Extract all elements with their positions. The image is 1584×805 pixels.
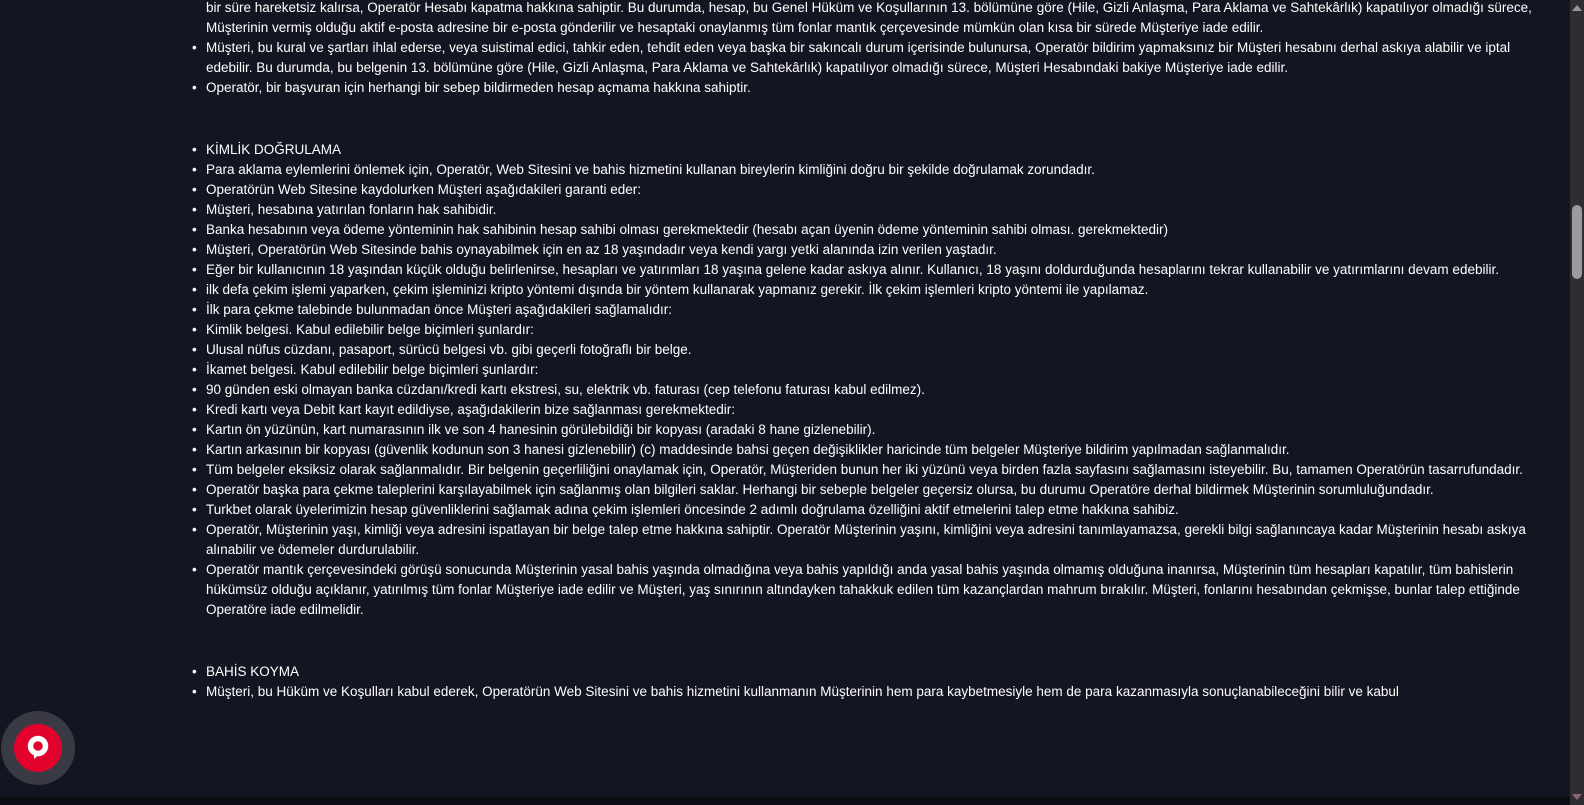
terms-list-item: • Operatör, Müşterinin yaşı, kimliği veya adresini ispatlayan bir belge talep etme hakkına sahiptir. Operatör Müşterinin yaşını, kimliğini veya adresini tanımlayamazsa, gerekli bilgi sağlanıncaya kadar Müşterinin hesabı askıya alınabilir ve ödemeler durdurulabilir. [206,520,1547,560]
terms-list-item: • Kimlik belgesi. Kabul edilebilir belge biçimleri şunlardır: [206,320,1547,340]
terms-list-item: • Para aklama eylemlerini önlemek için, Operatör, Web Sitesini ve bahis hizmetini kullanan bireylerin kimliğini doğru bir şekilde doğrulamak zorundadır. [206,160,1547,180]
terms-list-item: • Tüm belgeler eksiksiz olarak sağlanmalıdır. Bir belgenin geçerliliğini onaylamak için, Operatör, Müşteriden bunun her iki yüzünü veya birden fazla sayfasını sağlamasını isteyebilir. Bu, tamamen Operatörün tasarrufundadır. [206,460,1547,480]
terms-list-item: • Müşteri, bu kural ve şartları ihlal ederse, veya suistimal edici, tahkir eden, tehdit eden veya başka bir sakıncalı durum içerisinde bulunursa, Operatör bildirim yapmaksınız bir Müşteri hesabını derhal askıya alabilir ve iptal edebilir. Bu durumda, bu belgenin 13. bölümüne göre (Hile, Gizli Anlaşma, Para Aklama ve Sahtekârlık) kapatılıyor olmadığı sürece, Müşteri Hesabındaki bakiye Müşteriye iade edilir. [206,38,1547,78]
chat-bubble-icon [25,734,51,762]
terms-list-item: • Banka hesabının veya ödeme yönteminin hak sahibinin hesap sahibi olması gerekmektedir (hesabı açan üyenin ödeme yönteminin sahibi olması. gerekmektedir) [206,220,1547,240]
terms-list-item: • Operatör başka para çekme taleplerini karşılayabilmek için sağlanmış olan bilgileri saklar. Herhangi bir sebeple belgeler geçersiz olursa, bu durumu Operatöre derhal bildirmek Müşterinin sorumluluğundadır. [206,480,1547,500]
scroll-up-button[interactable] [1570,0,1584,16]
triangle-up-icon [1572,5,1582,11]
live-chat-button-inner[interactable] [14,724,62,772]
scrollbar-thumb[interactable] [1572,205,1582,279]
terms-list-item: • Operatör, bir başvuran için herhangi bir sebep bildirmeden hesap açmama hakkına sahiptir. [206,78,1547,98]
terms-list-item: • Kartın arkasının bir kopyası (güvenlik kodunun son 3 hanesi gizlenebilir) (c) maddesinde bahsi geçen değişiklikler haricinde tüm belgeler Müşteriye bildirim yapılmadan sağlanmalıdır. [206,440,1547,460]
terms-list [206,0,1547,702]
terms-list-item: • Eğer bir kullanıcının 18 yaşından küçük olduğu belirlenirse, hesapları ve yatırımları 18 yaşına gelene kadar askıya alınır. Kullanıcı, 18 yaşını doldurduğunda hesaplarını tekrar kullanabilir ve yatırımlarını devam edebilir. [206,260,1547,280]
terms-content [206,0,1547,702]
terms-section-heading-kimlik-dogrulama: • KİMLİK DOĞRULAMA [206,140,1547,160]
triangle-down-icon [1572,794,1582,800]
live-chat-button[interactable] [1,711,75,785]
terms-list-item: • Kredi kartı veya Debit kart kayıt edildiyse, aşağıdakilerin bize sağlanması gerekmektedir: [206,400,1547,420]
terms-list-item: • Operatör mantık çerçevesindeki görüşü sonucunda Müşterinin yasal bahis yaşında olmadığına veya bahis yapıldığı anda yasal bahis yaşında olmamış olduğuna inanırsa, Müşterinin tüm hesapları kapatılır, tüm bahislerin hükümsüz olduğu açıklanır, yatırılmış tüm fonlar Müşteriye iade edilir ve Müşteri, yaş sınırının altındayken tahakkuk edilen tüm kazançlardan mahrum bırakılır. Müşteri, fonlarını hesabından çekmişse, bunlar talep ettiğinde Operatöre iade edilmelidir. [206,560,1547,620]
terms-list-item: • Ulusal nüfus cüzdanı, pasaport, sürücü belgesi vb. gibi geçerli fotoğraflı bir belge. [206,340,1547,360]
terms-list-item: • İkamet belgesi. Kabul edilebilir belge biçimleri şunlardır: [206,360,1547,380]
terms-list-item: • ilk defa çekim işlemi yaparken, çekim işleminizi kripto yöntemi dışında bir yöntem kullanarak yapmanız gerekir. İlk çekim işlemleri kripto yöntemi ile yapılamaz. [206,280,1547,300]
terms-paragraph-continuation: bir süre hareketsiz kalırsa, Operatör Hesabı kapatma hakkına sahiptir. Bu durumda, hesap, bu Genel Hüküm ve Koşullarının 13. bölümüne göre (Hile, Gizli Anlaşma, Para Aklama ve Sahtekârlık) kapatılıyor olmadığı sürece, Müşterinin vermiş olduğu aktif e-posta adresine bir e-posta gönderilir ve hesaptaki onaylanmış tüm fonlar mantık çerçevesinde mümkün olan kısa bir sürede Müşteriye iade edilir. [206,0,1532,35]
terms-list-item: • Kartın ön yüzünün, kart numarasının ilk ve son 4 hanesinin görülebildiği bir kopyası (aradaki 8 hane gizlenebilir). [206,420,1547,440]
scroll-down-button[interactable] [1570,789,1584,805]
terms-list-item: • Müşteri, bu Hüküm ve Koşulları kabul ederek, Operatörün Web Sitesini ve bahis hizmetini kullanmanın Müşterinin hem para kaybetmesiyle hem de para kazanmasıyla sonuçlanabileceğini bilir ve kabul [206,682,1547,702]
terms-list-item: • Turkbet olarak üyelerimizin hesap güvenliklerini sağlamak adına çekim işlemleri öncesinde 2 adımlı doğrulama özelliğini aktif etmelerini talep etme hakkına sahibiz. [206,500,1547,520]
bottom-edge-strip [0,797,1570,805]
terms-list-item: • Müşteri, Operatörün Web Sitesinde bahis oynayabilmek için en az 18 yaşındadır veya kendi yargı yetki alanında izin verilen yaştadır. [206,240,1547,260]
scrollbar[interactable] [1570,0,1584,805]
terms-section-heading-bahis-koyma: • BAHİS KOYMA [206,662,1547,682]
terms-list-item: • Müşteri, hesabına yatırılan fonların hak sahibidir. [206,200,1547,220]
terms-list-item: • Operatörün Web Sitesine kaydolurken Müşteri aşağıdakileri garanti eder: [206,180,1547,200]
terms-list-item: • İlk para çekme talebinde bulunmadan önce Müşteri aşağıdakileri sağlamalıdır: [206,300,1547,320]
terms-list-item: • 90 günden eski olmayan banka cüzdanı/kredi kartı ekstresi, su, elektrik vb. faturası (cep telefonu faturası kabul edilmez). [206,380,1547,400]
